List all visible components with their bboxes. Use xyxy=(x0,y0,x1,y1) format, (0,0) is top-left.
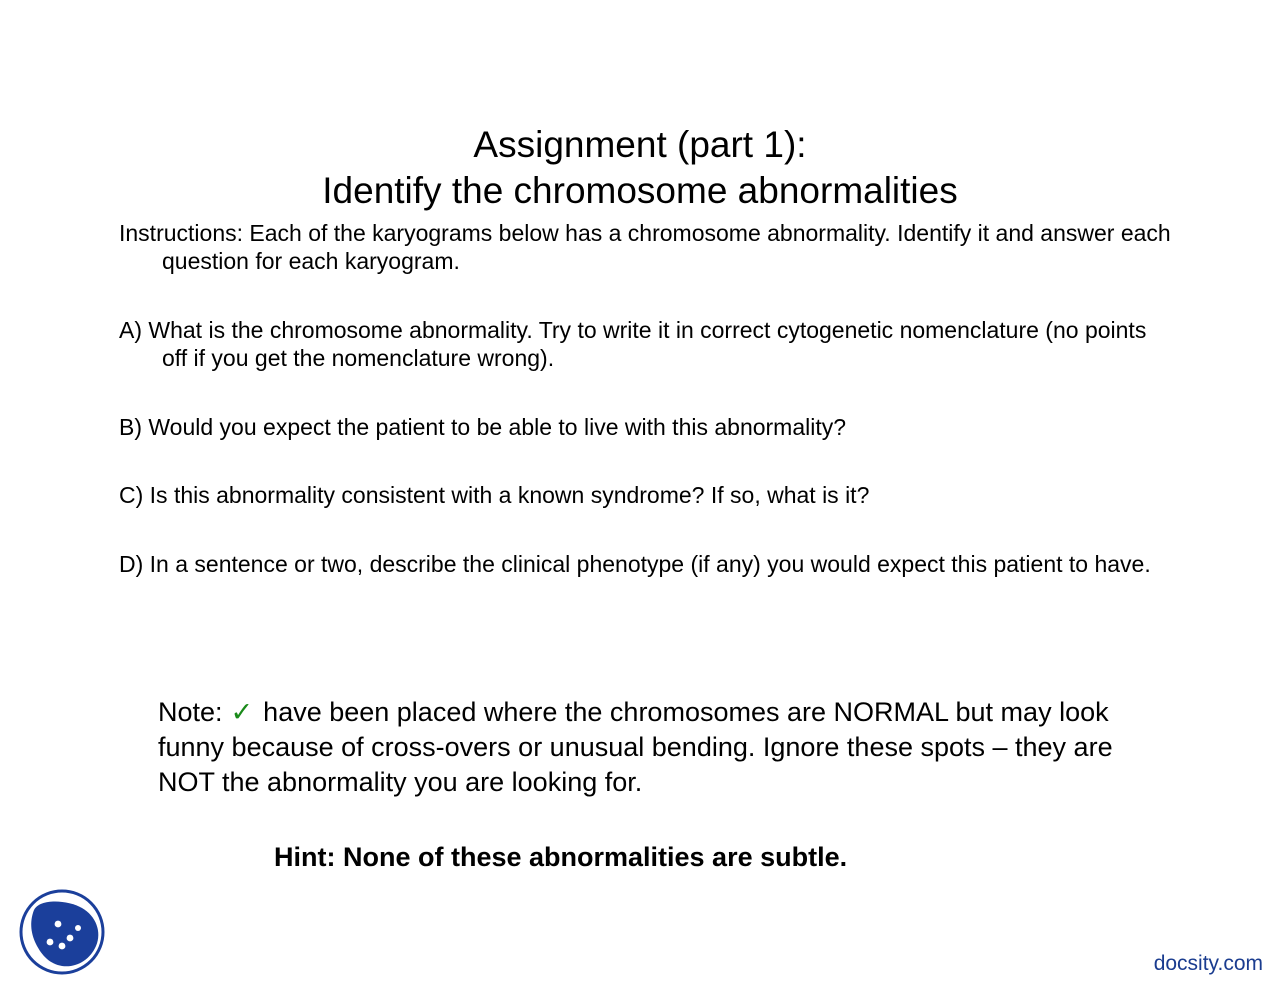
question-b: B) Would you expect the patient to be able to live with this abnormality? xyxy=(119,414,847,440)
docsity-watermark: docsity.com xyxy=(1153,952,1263,975)
note-text: have been placed where the chromosomes are NORMAL but may look funny because of cross-overs or unusual bending. Ignore these spots – they are NOT the abnormality you are looking for. xyxy=(158,697,1113,797)
note-paragraph xyxy=(158,695,1158,800)
docsity-logo-icon xyxy=(18,888,106,976)
instructions-paragraph: Instructions: Each of the karyograms below has a chromosome abnormality. Identify it and answer each question for each karyogram. xyxy=(119,220,1171,274)
note-label: Note: xyxy=(158,697,223,727)
logo-graphic xyxy=(18,888,106,976)
title-line-2: Identify the chromosome abnormalities xyxy=(322,170,958,211)
slide-title xyxy=(0,122,1280,214)
hint-text: Hint: None of these abnormalities are subtle. xyxy=(274,842,848,872)
question-d: D) In a sentence or two, describe the clinical phenotype (if any) you would expect this patient to have. xyxy=(119,551,1151,577)
question-c: C) Is this abnormality consistent with a known syndrome? If so, what is it? xyxy=(119,482,870,508)
question-a: A) What is the chromosome abnormality. Try to write it in correct cytogenetic nomenclature (no points off if you get the nomenclature wrong). xyxy=(119,317,1147,371)
title-line-1: Assignment (part 1): xyxy=(473,124,807,165)
checkmark-icon: ✓ xyxy=(230,697,254,727)
